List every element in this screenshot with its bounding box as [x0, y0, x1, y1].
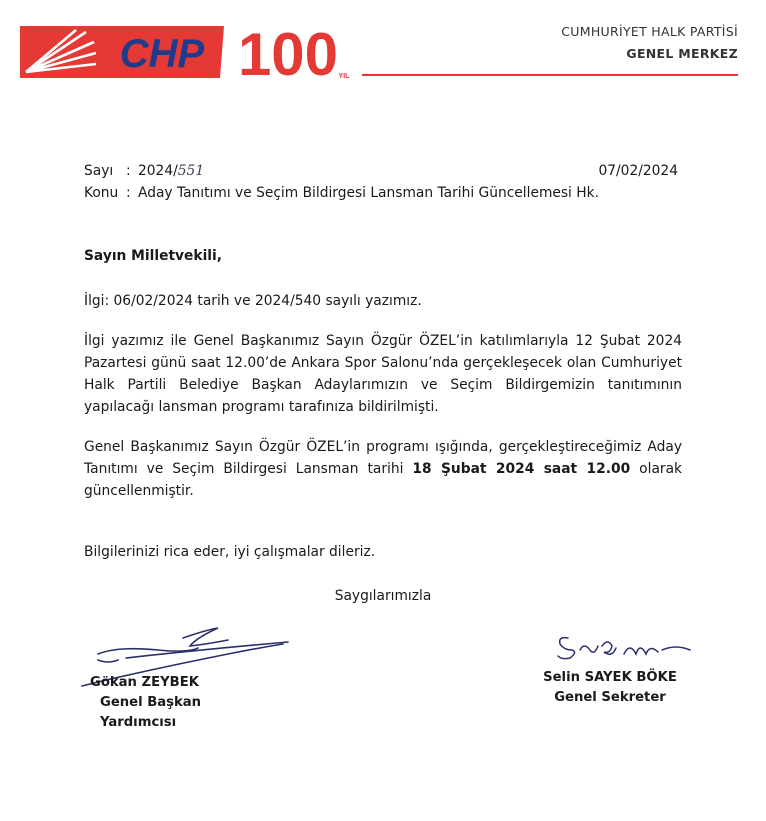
org-header	[561, 24, 738, 61]
right-signer	[530, 668, 690, 708]
regards: Saygılarımızla	[334, 588, 432, 604]
org-subtitle: GENEL MERKEZ	[626, 46, 738, 61]
sayi-handwritten-number: 551	[177, 163, 205, 179]
konu-colon: :	[126, 185, 131, 201]
logo-yil-text: YIL	[338, 73, 350, 80]
new-date-highlight: 18 Şubat 2024 saat 12.00	[412, 461, 631, 477]
left-signer	[90, 673, 280, 733]
konu-value: Aday Tanıtımı ve Seçim Bildirgesi Lansman Tarihi Güncellemesi Hk.	[138, 185, 600, 201]
sayi-colon: :	[126, 163, 131, 179]
paragraph-one: İlgi yazımız ile Genel Başkanımız Sayın Özgür ÖZEL’in katılımlarıyla 12 Şubat 2024 Pazartesi günü saat 12.00’de Ankara Spor Salonu’nda gerçekleşecek olan Cumhuriyet Halk Partili Belediye Başkan Adaylarımızın ve Seçim Bildirgemizin tanıtımının yapılacağı lansman programı tarafınıza bildirilmişti.	[84, 333, 682, 415]
konu-label: Konu	[84, 185, 119, 201]
sayi-label: Sayı	[84, 163, 114, 179]
letter-meta	[84, 160, 678, 204]
letter-date: 07/02/2024	[598, 163, 678, 179]
right-signature	[550, 628, 700, 668]
closing-paragraph: Bilgilerinizi rica eder, iyi çalışmalar dileriz.	[84, 544, 376, 560]
sayi-prefix: 2024/	[138, 163, 178, 179]
paragraph-two	[84, 436, 682, 502]
left-signer-name: Gökan ZEYBEK	[90, 675, 199, 690]
org-name: CUMHURİYET HALK PARTİSİ	[561, 24, 738, 39]
greeting: Sayın Milletvekili,	[84, 248, 222, 264]
sayi-row	[84, 160, 678, 182]
ilgi-paragraph: İlgi: 06/02/2024 tarih ve 2024/540 sayılı yazımız.	[84, 293, 422, 309]
header-divider	[362, 74, 738, 76]
chp-100-yil-logo	[20, 22, 356, 82]
logo-chp-text: CHP	[119, 32, 205, 76]
konu-row	[84, 182, 678, 204]
paragraph-two-end: olarak güncellenmiştir.	[84, 461, 683, 499]
logo-100-text: 100	[237, 22, 339, 82]
left-signer-title: Genel Başkan Yardımcısı	[100, 695, 202, 730]
right-signer-name: Selin SAYEK BÖKE	[543, 670, 677, 685]
paragraph-two-start: Genel Başkanımız Sayın Özgür ÖZEL’in programı ışığında, gerçekleştireceğimiz Aday Tanıtımı ve Seçim Bildirgesi Lansman tarihi	[84, 439, 682, 477]
right-signer-title: Genel Sekreter	[554, 690, 666, 705]
